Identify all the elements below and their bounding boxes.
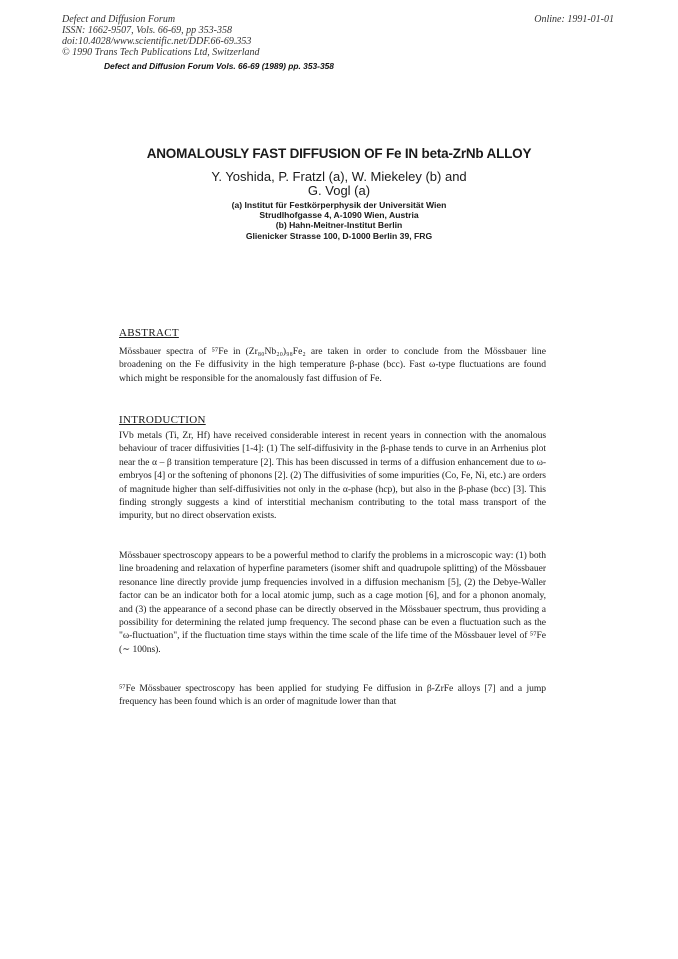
- doi-line[interactable]: doi:10.4028/www.scientific.net/DDF.66-69.353: [62, 36, 252, 47]
- affiliations: [0, 200, 678, 241]
- paper-title: ANOMALOUSLY FAST DIFFUSION OF Fe IN beta-ZrNb ALLOY: [146, 146, 532, 161]
- affiliation-line-4: Glienicker Strasse 100, D-1000 Berlin 39, FRG: [245, 230, 433, 241]
- introduction-paragraph-3: ⁵⁷Fe Mössbauer spectroscopy has been applied for studying Fe diffusion in β-ZrFe alloys [7] and a jump frequency has been found which is an order of magnitude lower than that: [119, 683, 546, 708]
- affiliation-line-3: (b) Hahn-Meitner-Institut Berlin: [275, 220, 403, 231]
- running-head: Defect and Diffusion Forum Vols. 66-69 (1989) pp. 353-358: [104, 61, 334, 71]
- authors-line-1: Y. Yoshida, P. Fratzl (a), W. Miekeley (b) and: [211, 169, 467, 184]
- introduction-heading: INTRODUCTION: [119, 414, 206, 426]
- affiliation-line-2: Strudlhofgasse 4, A-1090 Wien, Austria: [259, 210, 419, 221]
- issn-line: ISSN: 1662-9507, Vols. 66-69, pp 353-358: [62, 25, 232, 36]
- journal-name: Defect and Diffusion Forum: [62, 14, 176, 25]
- online-date: Online: 1991-01-01: [534, 14, 614, 25]
- authors-line-2: G. Vogl (a): [307, 183, 371, 198]
- introduction-paragraph-2: Mössbauer spectroscopy appears to be a powerful method to clarify the problems in a microscopic way: (1) both line broadening and relaxation of hyperfine parameters (isomer shift and quadrupole splitting) of the Mössbauer resonance line directly provide jump frequencies involved in a diffusion mechanism [5], (2) the Debye-Waller factor can be an indicator both for a local atomic jump, such as a cage motion [6], and for a phonon anomaly, and (3) the appearance of a second phase can be directly observed in the Mössbauer spectrum, thus providing a possibility for determining the related jump frequency. The second phase can be even a fluctuation such as the "ω-fluctuation", if the fluctuation time stays within the time scale of the life time of the Mössbauer level of ⁵⁷Fe (∼ 100ns).: [119, 550, 546, 655]
- copyright-line: © 1990 Trans Tech Publications Ltd, Switzerland: [62, 47, 260, 58]
- publication-metadata: [62, 14, 614, 58]
- abstract-text: Mössbauer spectra of ⁵⁷Fe in (Zr₈₀Nb₂₀)₉₈Fe₂ are taken in order to conclude from the Mössbauer line broadening on the Fe diffusivity in the high temperature β-phase (bcc). Fast ω-type fluctuations are found which might be responsible for the anomalously fast diffusion of Fe.: [119, 346, 546, 384]
- introduction-paragraph-1: IVb metals (Ti, Zr, Hf) have received considerable interest in recent years in connection with the anomalous behaviour of tracer diffusivities [1-4]: (1) The self-diffusivity in the β-phase tends to curve in an Arrhenius plot near the α – β transition temperature [2]. This has been discussed in terms of a diffusion enhancement due to ω-embryos [4] or the softening of phonons [2]. (2) The diffusivities of some impurities (Co, Fe, Ni, etc.) are orders of magnitude higher than self-diffusivities not only in the α-phase (hcp), but also in the β-phase (bcc) [3]. This finding strongly suggests a kind of interstitial mechanism contributing to the total mass transport of the impurity, but no direct observation exists.: [119, 430, 546, 522]
- affiliation-line-1: (a) Institut für Festkörperphysik der Universität Wien: [231, 200, 447, 210]
- author-list: [0, 170, 678, 198]
- abstract-heading: ABSTRACT: [119, 327, 179, 339]
